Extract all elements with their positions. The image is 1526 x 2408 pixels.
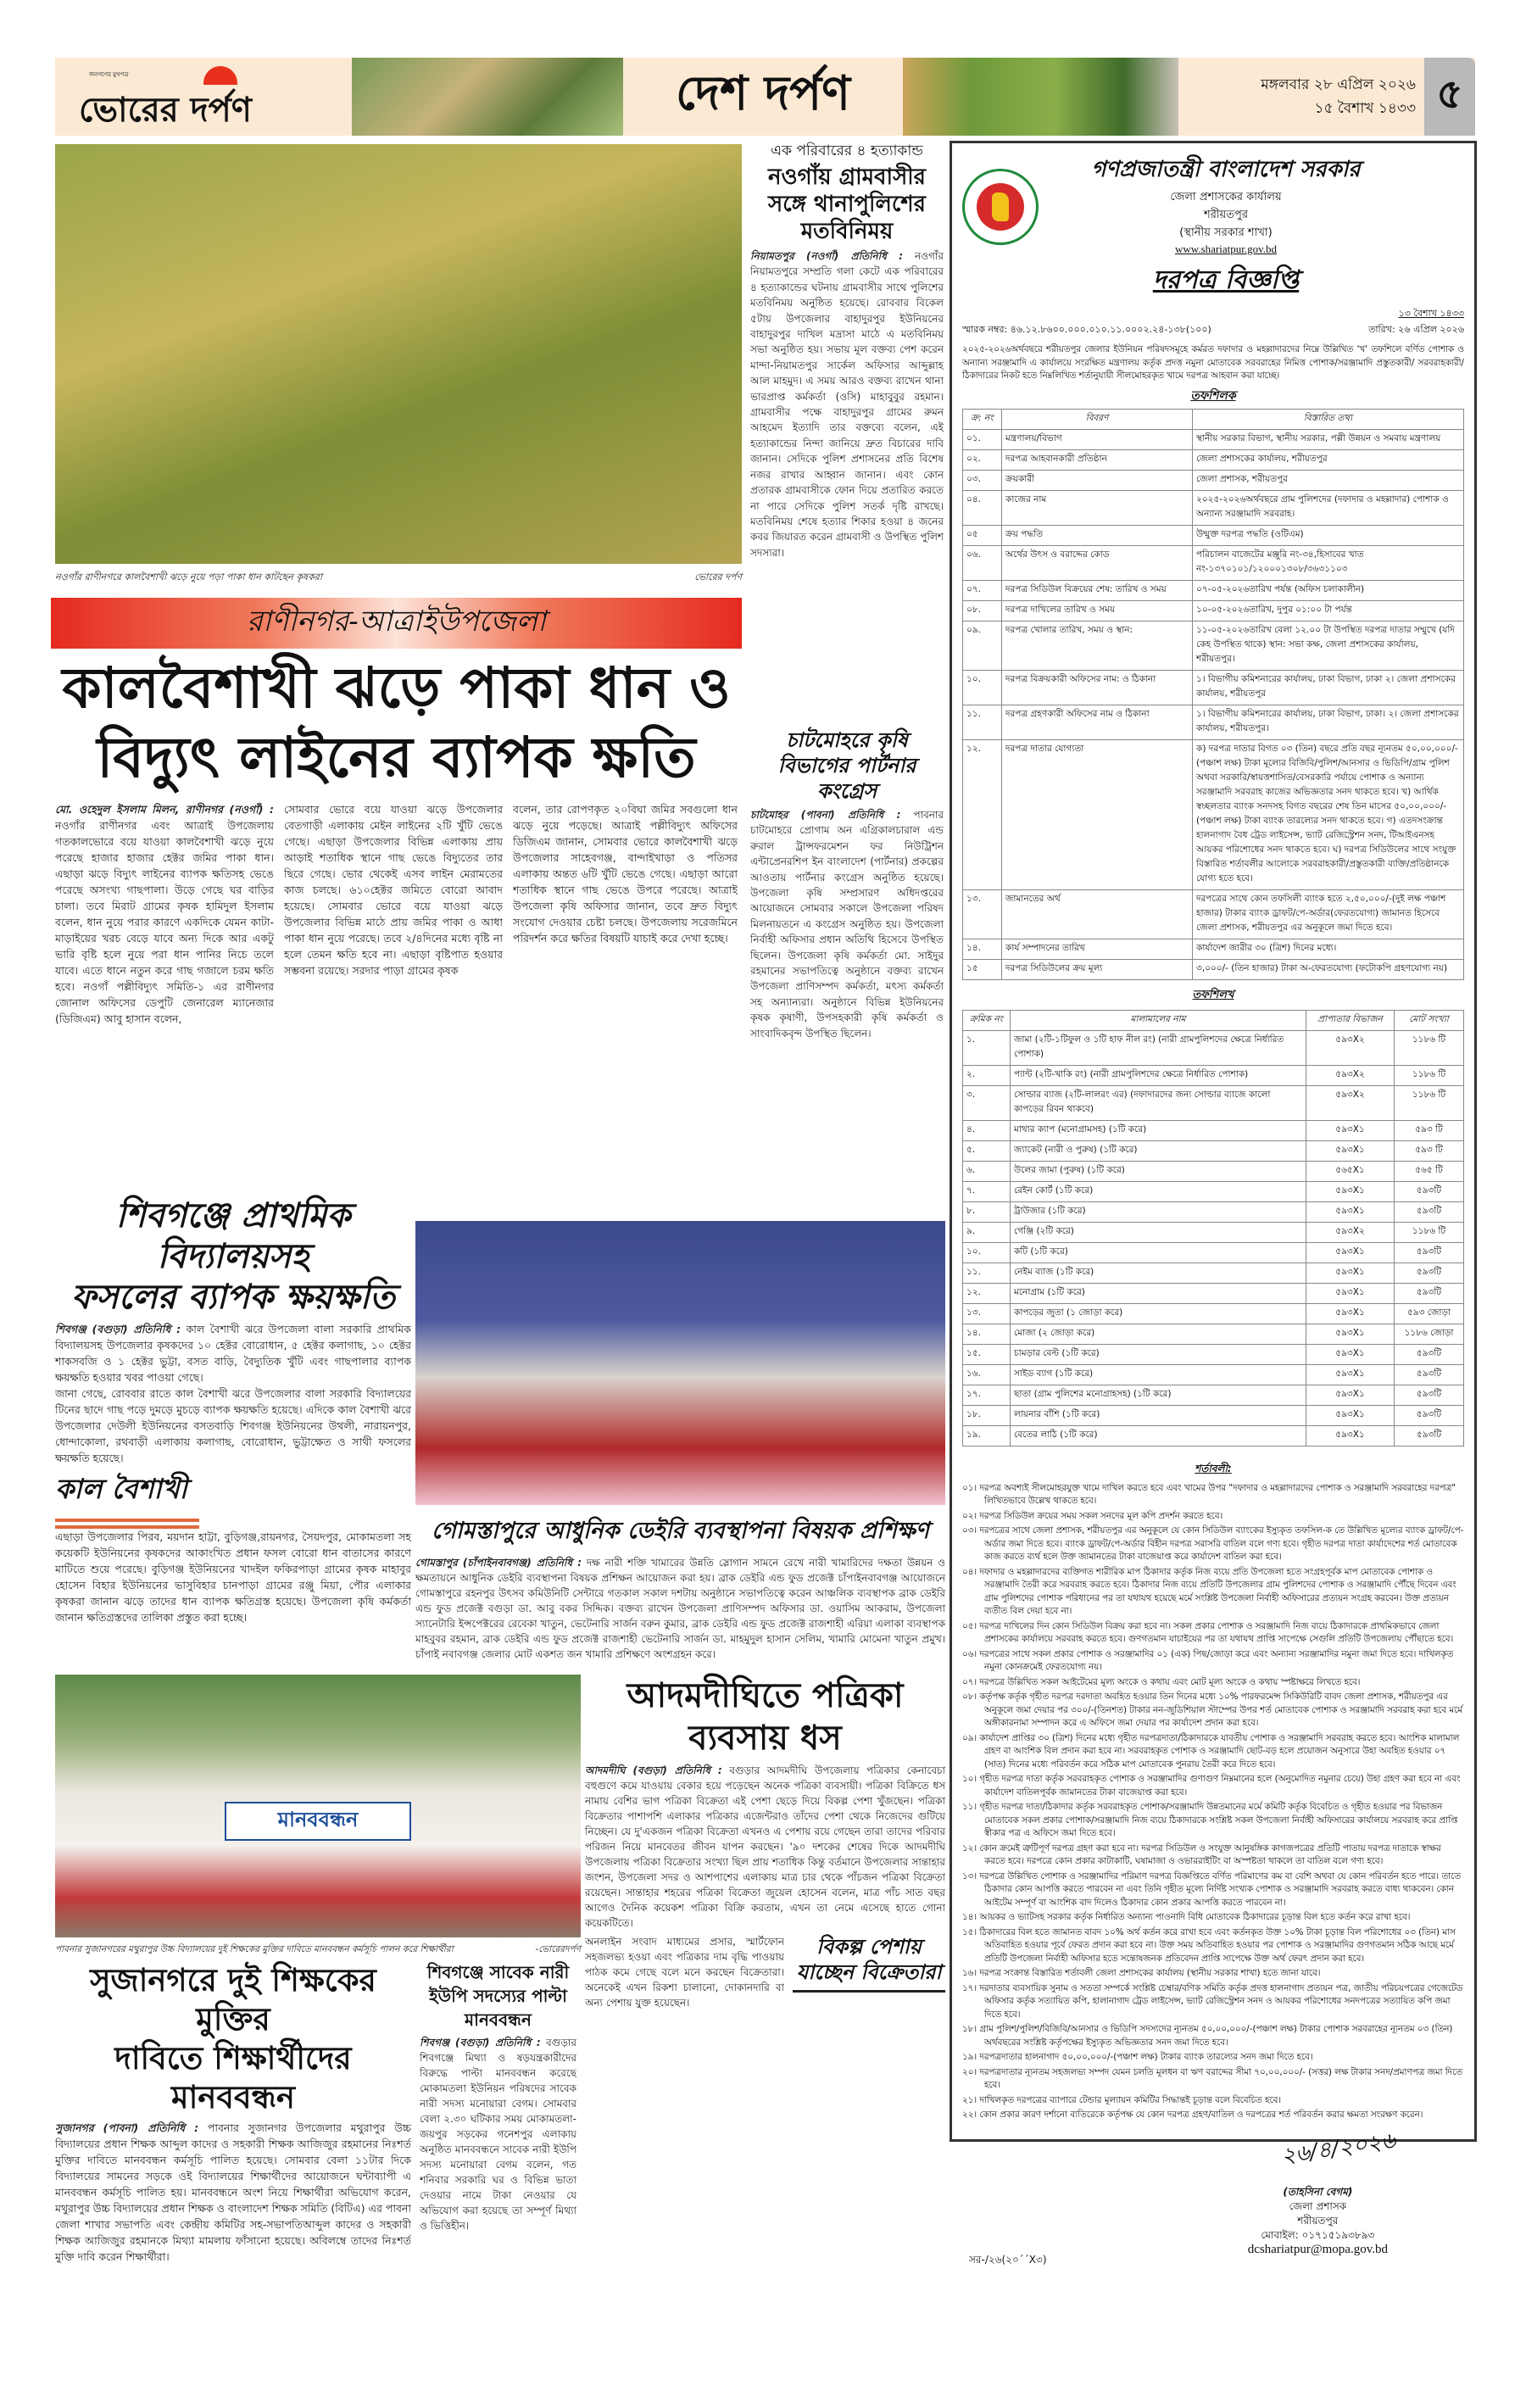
schedule-a-row xyxy=(963,490,1464,525)
row-item: জামা (২টি-১টিফুল ও ১টি হাফ নীল রং) (নারী গ্রামপুলিশদের ক্ষেত্রে নির্ধারিত পোশাক) xyxy=(1011,1030,1306,1065)
row-number: ৬. xyxy=(963,1161,1011,1181)
row-split: ৫৯৩X১ xyxy=(1306,1405,1395,1425)
row-detail: দরপত্রের সাথে কোন তফসিলী ব্যাংক হতে ২,৫০,০০০/-(দুই লক্ষ পঞ্চাশ হাজার) টাকার ব্যাংক ড্রাফট/পে-অর্ডার(ফেরতযোগ্য) জামানত হিসেবে জেলা প্রশাসক, শরীয়তপুর এর অনুকূলে জমা দিতে হবে। xyxy=(1193,889,1464,939)
row-number: ১৫ xyxy=(963,959,1002,979)
condition-item: ১৮। গ্রাম পুলিশ/পুলিশ/বিজিবি/আনসার ও ভিডিপি সদস্যদের ন্যূনতম ৫০,০০,০০০/-(পঞ্চাশ লক্ষ) টাকার পোশাক সরবরাহের ন্যূনতম ০৩ (তিন) অর্থবছরের সংশ্লিষ্ট কর্তৃপক্ষের ইস্যুকৃত অভিজ্ঞতার সনদ জমা দিতে হবে। xyxy=(962,2024,1453,2048)
sujanagar-headline-line2: দাবিতে শিক্ষার্থীদের মানববন্ধন xyxy=(114,2039,352,2115)
masthead-photo-strip-left xyxy=(352,58,623,136)
row-item: মনোগ্রাম (১টি করে) xyxy=(1011,1283,1306,1303)
row-detail: ০৭-০৫-২০২৬তারিখ পর্যন্ত (অফিস চলাকালীন) xyxy=(1193,580,1464,600)
condition-item: ০৬। দরপত্রের সাথে সকল প্রকার পোশাক ও সরঞ্জামাদির ০১ (এক) পিছ/জোড়া করে এবং অন্যান্য সরঞ্জামাদির নমুনা জমা দিতে হবে। দাখিলকৃত নমুনা কোনক্রমেই ফেরতযোগ্য নয়। xyxy=(962,1648,1454,1672)
signatory-email[interactable]: dcshariatpur@mopa.gov.bd xyxy=(1247,2242,1388,2256)
row-total: ৫৯৩টি xyxy=(1395,1364,1464,1385)
shibganj-byline: শিবগঞ্জ (বগুড়া) প্রতিনিধি : xyxy=(55,1323,181,1335)
row-number: ০৬. xyxy=(963,545,1002,580)
schedule-a-title: তফশিলক xyxy=(1190,388,1236,403)
conditions-title: শর্তাবলী: xyxy=(1195,1462,1232,1474)
row-item: দরপত্র সিডিউলের ক্রয় মূল্য xyxy=(1002,959,1193,979)
row-number: ৭. xyxy=(963,1181,1011,1201)
ad-code: সর-/২৬(২০´´X৩) xyxy=(969,2253,1047,2266)
memo-row xyxy=(962,306,1464,338)
signature-block xyxy=(962,2124,1464,2277)
row-split: ৫৯৩X১ xyxy=(1306,1283,1395,1303)
side-story-text: নওগাঁর নিয়ামতপুরে সম্প্রতি গলা কেটে এক পরিবারের ৪ হত্যাকান্ডের ঘটনায় গ্রামবাসীর সাথে পুলিশের মতবিনিময় অনুষ্ঠিত হয়েছে। রোববার বিকেল ৫টায় উপজেলার বাহাদুরপুর ইউনিয়নের বাহাদুরপুর দাখিল মদ্রাসা মাঠে এ মতবিনিময় সভা অনুষ্ঠিত হয়। সভায় মূল বক্তব্য পেশ করেন মান্দা-নিয়ামতপুর সার্কেল অফিসার আব্দুল্লাহ আল মাহমুদ। এ সময় আরও বক্তব্য রাখেন থানা ভারপ্রাপ্ত কর্মকর্তা (ওসি) মাহাবুবুর রহমান। গ্রামবাসীর পক্ষে বাহাদুরপুর গ্রামের রুমন আহমেদ ইত্যাদি তার বক্তব্যে বলেন, এই হত্যাকান্ডের নিন্দা জানিয়ে দ্রুত বিচারের দাবি জানান। সেদিকে পুলিশ প্রশাসনের প্রতি বিশেষ নজর রাখার আহ্বান জানান। এবং কোন প্রতারক গ্রামবাসীকে ফোন দিয়ে প্রতারিত করতে না পারে সেদিকে পুলিশ সতর্ক দৃষ্টি রাখছে। মতবিনিময় শেষে হত্যার শিকার হওয়া ৪ জনের কবর জিয়ারত করেন গ্রামবাসী ও উপস্থিত পুলিশ সদস্যরা। xyxy=(750,250,944,559)
condition-item: ০৭। দরপত্রে উল্লিখিত সকল আইটেমের মূল্য অংকে ও কথায় এবং মোট মূল্য অংকে ও কথায় স্পষ্টাক্ষরে লিখতে হবে। xyxy=(962,1676,1361,1687)
schedule-b-row xyxy=(963,1065,1464,1085)
condition-item: ১০। গৃহীত দরপত্র দাতা কর্তৃক সরবরাহকৃত পোশাক ও সরঞ্জামাদির গুণাগুণ নিম্নমানের হলে (অনুমোদিত নমুনার চেয়ে) উহা গ্রহণ করা হবে না এবং কার্যাদেশ বাতিলপূর্বক জামানতের টাকা বাজেয়াপ্ত করা হবে। xyxy=(962,1774,1461,1798)
conditions-list xyxy=(962,1482,1464,2122)
row-split: ৫৯৩X২ xyxy=(1306,1030,1395,1065)
row-split: ৫৯৩X১ xyxy=(1306,1201,1395,1222)
row-number: ০৭. xyxy=(963,580,1002,600)
row-item: সাইড ব্যাগ (১টি করে) xyxy=(1011,1364,1306,1385)
gov-title: গণপ্রজাতন্ত্রী বাংলাদেশ সরকার xyxy=(1091,157,1361,182)
district-name: শরীয়তপুর xyxy=(1204,209,1248,221)
schedule-b-row xyxy=(963,1201,1464,1222)
row-item: উলের জামা (পুরুষ) (১টি করে) xyxy=(1011,1161,1306,1181)
row-detail: পরিচালন বাজেটের মঞ্জুরি নং-৩৪,হিসাবের খাত নং-১৩৭০১০১/১২০০০১৩০৮/৩৬৩১১০৩ xyxy=(1193,545,1464,580)
row-number: ৯. xyxy=(963,1222,1011,1242)
partner-headline: চাটমোহরে কৃষি বিভাগের পার্টনার কংগ্রেস xyxy=(777,727,916,803)
condition-item: ১৭। দরদাতার ব্যবসায়িক সুনাম ও সততা সম্পর্কে সংশ্লিষ্ট চেম্বার/বণিক সমিতি কর্তৃক প্রদত্ত হালনাগাদ প্রত্যয়ন পত্র, জাতীয় পরিচয়পত্রের গেজেটেড অফিসার কর্তৃক সত্যায়িত কপি, হালানাগাদ ট্রেড লাইসেন্স, ভ্যাট রেজিস্ট্রেশন সনদ ও আয়কর পরিশোধের সনদপত্রের সত্যায়িত কপি জমা দিতে হবে। xyxy=(962,1982,1463,2020)
row-split: ৫৯৩X২ xyxy=(1306,1222,1395,1242)
schedule-a-row xyxy=(963,670,1464,705)
condition-item: ০২। দরপত্র সিডিউল ক্রয়ের সময় সকল সনদের মূল কপি প্রদর্শন করতে হবে। xyxy=(962,1510,1223,1521)
schedule-a-row xyxy=(963,959,1464,979)
row-total: ১১৮৬ টি xyxy=(1395,1085,1464,1120)
row-number: ১৯. xyxy=(963,1425,1011,1446)
notice-title: দরপত্র বিজ্ঞপ্তি xyxy=(1152,265,1300,295)
date-gregorian: মঙ্গলবার ২৮ এপ্রিল ২০২৬ xyxy=(1261,76,1416,93)
schedule-a-row xyxy=(963,580,1464,600)
schedule-b-row xyxy=(963,1030,1464,1065)
row-total: ৫৯৩টি xyxy=(1395,1425,1464,1446)
pullquote xyxy=(55,1468,199,1529)
sujanagar-text: পাবনার সুজানগর উপজেলার মথুরাপুর উচ্চ বিদ্যালয়ের প্রধান শিক্ষক আব্দুল কাদের ও সহকারী শিক্ষক আজিজুর রহমানের নিঃশর্ত মুক্তির দাবিতে মানববন্ধন কর্মসূচি পালিত হয়েছে। সোমবার বেলা ১১টার দিকে বিদ্যালয়ের সামনের সড়কে ওই বিদ্যালয়ের শিক্ষার্থীদের আয়োজনে ঘন্টাব্যাপী এ মানববন্ধন কর্মসূচি পালিত হয়। মানববন্ধনে অংশ নিয়ে শিক্ষার্থীরা অভিযোগ করেন, মথুরাপুর উচ্চ বিদ্যালয়ের প্রধান শিক্ষক ও বাংলাদেশ শিক্ষক সমিতি (বিটিএ) এর পাবনা জেলা শাখার সভাপতি এবং কেন্দ্রীয় কমিটির সহ-সভাপতিআব্দুল কাদের ও সহকারী শিক্ষক আজিজুর রহমানকে মিথ্যা মামলায় ফাঁসানো হয়েছে। অবিলম্বে তাদের নিঃশর্ত মুক্তি দাবি করেন শিক্ষার্থীরা। xyxy=(55,2121,411,2263)
row-number: ৮. xyxy=(963,1201,1011,1222)
row-item: কাপড়ের জুতা (১ জোড়া করে) xyxy=(1011,1303,1306,1324)
schedule-a-row xyxy=(963,889,1464,939)
masthead xyxy=(55,58,1475,136)
row-number: ১৩. xyxy=(963,889,1002,939)
shibganj-body1 xyxy=(55,1321,411,1385)
row-split: ৫৯৩X১ xyxy=(1306,1120,1395,1140)
condition-item: ১৫। ঠিকাদারের বিল হতে জামানত বাবদ ১০% অর্থ কর্তন করে রাখা হবে এবং কর্তনকৃত উক্ত ১০% টাকা চূড়ান্ত বিল পরিশোধের ০৩ (তিন) মাস অতিবাহিত হওয়ার পূর্বে ফেরত প্রদান করা হবে না। উক্ত সময় অতিবাহিত হওয়ার পর পোশাক ও সরঞ্জামাদির গুণগতমান সঠিক আছে মর্মে প্রতিটি উপজেলা নির্বাহী অফিসার হতে সন্তোষজনক প্রতিবেদন প্রাপ্তি সাপেক্ষে উক্ত অর্থ ফেরৎ প্রদান করা হবে। xyxy=(962,1926,1456,1964)
schedule-a-row xyxy=(963,545,1464,580)
schedule-b-title: তফশিলখ xyxy=(1192,988,1234,1001)
adamdighi-headline xyxy=(585,1675,945,1759)
row-split: ৫৯৩X১ xyxy=(1306,1181,1395,1201)
row-total: ১১৮৬ টি xyxy=(1395,1065,1464,1085)
dairy-text: দক্ষ নারী শক্তি খামারের উন্নতি স্লোগান সামনে রেখে নারী খামারিদের দক্ষতা উন্নয়ন ও ক্ষমতায়নে আধুনিক ডেইরি ব্যবস্থাপনা বিষয়ক প্রশিক্ষন আয়োজন করা হয়। ব্রাক ডেইরি এন্ড ফুড প্রজেক্ট চাঁপাইনবাবগঞ্জ আয়োজনে গোমস্তাপুরে রহনপুর উৎসব কমিউনিটি সেন্টারে গতকাল সকাল দশটায় অনুষ্ঠানে সভাপতিত্বে করেন আঞ্চলিক ব্যবস্থাপক ব্রাক ডেইরি এন্ড ফুড প্রজেক্ট বগুড়া ডা. আবু বকর সিদ্দিক। বক্তব্য রাখেন উপজেলা প্রাণিসম্পদ অফিসার ডা. ওয়াসিম আকরাম, উপজেলা স্যানেটারি ইন্সপেক্টরের রেবেকা খাতুন, ভেটেনারি সার্জন বরুন কুমার, ব্রাক ডেইরি এন্ড ফুড প্রজেক্ট রাজশাহী এরিয়া এলাকা ব্যবস্থাপক মাহবুবর রহমান, ব্রাক ডেইরি এন্ড ফুড প্রজেক্ট রাজশাহী ভেটেনারি সার্জন ডা. মাহমুদুল হাসান সেলিম, খামারি মোমেনা খাতুন প্রমুখ। চাঁপাই নবাবগঞ্জ জেলার মোট একশত জন খামারি প্রশিক্ষণে অংশগ্রহন করে। xyxy=(415,1557,945,1660)
side-story-murder xyxy=(750,140,944,647)
row-item: দরপত্র দাখিলের তারিখ ও সময় xyxy=(1002,600,1193,621)
row-total: ৫৯৩ টি xyxy=(1395,1140,1464,1161)
adamdighi-body2: অনলাইন সংবাদ মাধ্যমের প্রসার, স্মার্টফোন সহজলভ্য হওয়া এবং পত্রিকার দাম বৃদ্ধি পাওয়ায় পাঠক কমে গেছে বলে মনে করছেন বিক্রেতারা। অনেকেই এখন রিকশা চালানো, দোকানদারি বা অন্য পেশায় যুক্ত হয়েছেন। xyxy=(585,1936,784,2009)
shibganj-up-headline: শিবগঞ্জে সাবেক নারী ইউপি সদস্যের পাল্টা মানববন্ধন xyxy=(426,1962,570,2030)
row-total: ১১৮৬ টি xyxy=(1395,1222,1464,1242)
adamdighi-subhead: বিকল্প পেশায় যাচ্ছেন বিক্রেতারা xyxy=(796,1934,942,1984)
schedule-b-table xyxy=(962,1010,1464,1446)
row-item: সোল্ডার ব্যাজ (২টি-লালরং এর) (দফাদারদের জন্য সোল্ডার ব্যাজে কালো কাপড়ের রিবন থাকবে) xyxy=(1011,1085,1306,1120)
shibganj-crop-damage-story xyxy=(55,1196,411,1715)
row-item: ট্রাউজার (১টি করে) xyxy=(1011,1201,1306,1222)
notice-date: তারিখ: ২৬ এপ্রিল ২০২৬ xyxy=(1368,324,1464,335)
row-item: কাজের নাম xyxy=(1002,490,1193,525)
col-header: মোট সংখ্যা xyxy=(1395,1010,1464,1030)
lead-body-col1 xyxy=(55,801,274,1081)
row-number: ১১. xyxy=(963,1263,1011,1283)
side-story-headline: নওগাঁয় গ্রামবাসীর সঙ্গে থানাপুলিশের মতবিনিময় xyxy=(768,164,926,244)
row-total: ১১৮৬ টি xyxy=(1395,1030,1464,1065)
schedule-b-row xyxy=(963,1385,1464,1405)
schedule-a-row xyxy=(963,739,1464,889)
row-split: ৫৯৩X১ xyxy=(1306,1263,1395,1283)
row-detail: ১১-০৫-২০২৬তারিখ বেলা ১২.০০ টা উপস্থিত দরপত্র দাতার সম্মুখে (যদি কেহ উপস্থিত থাকে) স্থান: সভা কক্ষ, জেলা প্রশাসকের কার্যালয়, শরীয়তপুর। xyxy=(1193,621,1464,670)
row-item: মোজা (২ জোড়া করে) xyxy=(1011,1324,1306,1344)
adamdighi-byline: আদমদীঘি (বগুড়া) প্রতিনিধি : xyxy=(585,1764,722,1776)
website-link[interactable]: www.shariatpur.gov.bd xyxy=(1175,242,1277,255)
row-split: ৫৯৩X১ xyxy=(1306,1242,1395,1263)
shibganj-headline-line1: শিবগঞ্জে প্রাথমিক বিদ্যালয়সহ xyxy=(115,1196,351,1276)
row-split: ৫৯৩X১ xyxy=(1306,1425,1395,1446)
lead-body-col2: সোমবার ভোরে বয়ে যাওয়া ঝড়ে উপজেলার বেতগাড়ী এলাকায় মেইন লাইনের ২টি খুঁটি ভেঙে গেছে। এছাড়া উপজেলার বিভিন্ন এলাকায় প্রায় আড়াই শতাধিক স্থানে গাছ ভেঙে বিদ্যুতের তার ছিরে গেছে। ভোর থেকেই এসব লাইন মেরামতের কাজ চলছে। ৬১০হেক্টর জমিতে বোরো আবাদ হয়েছে। সোমবার ভোরে বয়ে যাওয়া ঝড়ে উপজেলার বিভিন্ন মাঠে প্রায় জমির পাকা ও আধা পাকা ধান নুয়ে পরেছে। তবে ২/৪দিনের মধ্যে বৃষ্টি না হলে তেমন ক্ষতি হবে না। এছাড়া বৃষ্টিপাত হওয়ার সম্ভবনা রয়েছে। সরদার পাড়া গ্রামের কৃষক xyxy=(284,803,503,977)
condition-item: ০৩। দরপত্রের সাথে জেলা প্রশাসক, শরীয়তপুর এর অনুকূলে যে কোন সিডিউল ব্যাংকের ইস্যুকৃত তফসিল-ক তে উল্লিখিত মূল্যের ব্যাংক ড্রাফট/পে-অর্ডার জমা দিতে হবে। ব্যাংক ড্রাফট/পে-অর্ডার বিহীন দরপত্র সরাসরি বাতিল বলে গণ্য হবে। গৃহীত দরপত্র দাতা কার্যাদেশের শর্ত মোতাবেক কাজ করতে ব্যর্থ হলে উক্ত জামানতের টাকা বাজেয়াপ্ত করে কার্যাদেশ বাতিল করা হবে। xyxy=(962,1525,1464,1562)
schedule-b-row xyxy=(963,1324,1464,1344)
col-header: মালামালের নাম xyxy=(1011,1010,1306,1030)
condition-item: ০৮। কর্তৃপক্ষ কর্তৃক গৃহীত দরপত্র দরদাতা অবহিত হওয়ার তিন দিনের মধ্যে ১০% পারফরমেন্স সিকিউরিটি বাবদ জেলা প্রশাসক, শরীয়তপুর এর অনুকূলে জমা দেয়ার পর ৩০০/-(তিনশত) টাকার নন-জুডিশিয়াল স্টাম্পের উপর শর্ত মোতাবেক পোশাক ও সরঞ্জামাদি সরবরাহ করা হবে মর্মে অঙ্গীকারনামা সম্পাদন করে এ অফিসে জমা দেয়ার পর কার্যাদেশ প্রদান করা হবে। xyxy=(962,1692,1462,1728)
row-detail: স্থানীয় সরকার বিভাগ, স্থানীয় সরকার, পল্লী উন্নয়ন ও সমবায় মন্ত্রণালয় xyxy=(1193,429,1464,449)
row-item: দরপত্র খোলার তারিখ, সময় ও স্থান: xyxy=(1002,621,1193,670)
row-number: ১২. xyxy=(963,1283,1011,1303)
dairy-training-story xyxy=(415,1513,945,1662)
row-number: ০৫ xyxy=(963,525,1002,545)
row-item: অর্থের উৎস ও বরাদ্দের কোড xyxy=(1002,545,1193,580)
row-item: লায়নার বাঁশি (১টি করে) xyxy=(1011,1405,1306,1425)
row-item: গেঞ্জি (২টি করে) xyxy=(1011,1222,1306,1242)
row-detail: ক) দরপত্র দাতার বিগত ০৩ (তিন) বছরে প্রতি বছর ন্যূনতম ৫০,০০,০০০/-(পঞ্চাশ লক্ষ) টাকা মূল্যের বিজিবি/পুলিশ/আনসার ও ভিডিপি/গ্রাম পুলিশ অথবা সরকারি/স্বায়ত্তশাসিত/বেসরকারি পর্যায়ে পোশাক ও অন্যান্য সরঞ্জামাদি সরবরাহ কাজের অভিজ্ঞতার সনদ থাকতে হবে। খ) আর্থিক স্বচ্ছলতার ব্যাংক সনদসহ বিগত বছরের শেষ তিন মাসের ৫০,০০,০০০/-(পঞ্চাশ লক্ষ) টাকা ব্যাংক তারল্যের সনদ থাকতে হবে। গ) এতদসংক্রান্ত হালনাগাদ বৈধ ট্রেড লাইসেন্স, ভ্যাট রেজিস্ট্রেশন সনদ, টিআইএনসহ আয়কর পরিশোধের সনদ থাকতে হবে। ঘ) দরপত্র সিডিউলের সাথে সংযুক্ত বিস্তারিত শর্তাবলীর আলোকে সরবরাহকারী/প্রস্তুতকারী ব্যক্তি/প্রতিষ্ঠানকে যোগ্য হতে হবে। xyxy=(1193,739,1464,889)
signatory-name: (তাহসিনা বেগম) xyxy=(1283,2185,1353,2198)
schedule-b-row xyxy=(963,1425,1464,1446)
row-split: ৫৯৩X২ xyxy=(1306,1065,1395,1085)
shibganj-body3: এছাড়া উপজেলার পিরব, ময়দান হাট্টা, বুড়িগঞ্জ,রায়নগর, সৈয়দপুর, মোকামতলা সহ কয়েকটি ইউনিয়নের কৃষকদের আকাংখিত প্রধান ফসল বোরো ধান বাতাসের কারণে মাটিতে শুয়ে পরেছে। বুড়িগঞ্জ ইউনিয়নের খাদইল ফকিরপাড়া গ্রামের কৃষক মাহাবুর হোসেন বিহার ইউনিয়নের ভাসুবিহার চানপাড়া গ্রামের রঞ্জু মিয়া, পৌর এলাকার কৃষকরা জানান ঝড়ে তাদের ধান ব্যাপক ক্ষতিগ্রস্ত হয়েছে। উপজেলা কৃষি কর্মকর্তা জানান ক্ষতিগ্রস্তদের তালিকা প্রস্তুত করা হচ্ছে। xyxy=(55,1530,411,1624)
condition-item: ২০। দরপত্রদাতার ন্যূনতম সহজলভ্য সম্পদ যেমন চলতি মূলধন বা ঋণ বরাদ্দের সীমা ৭০,০০,০০০/- (সত্তর) লক্ষ টাকার সনদ/প্রমাণপত্র জমা দিতে হবে। xyxy=(962,2066,1462,2090)
human-chain-photo xyxy=(55,1675,581,1937)
schedule-a-row xyxy=(963,939,1464,959)
row-number: ০৩. xyxy=(963,470,1002,490)
schedule-a-row xyxy=(963,429,1464,449)
row-total: ৫৯৩ টি xyxy=(1395,1120,1464,1140)
schedule-a-row xyxy=(963,525,1464,545)
condition-item: ১৪। আয়কর ও ভ্যাটসহ সরকার কর্তৃক নির্ধারিত অন্যান্য পাওনাদি বিধি মোতাবেক ঠিকাদারের চূড়ান্ত বিল হতে কর্তন করে রাখা হবে। xyxy=(962,1912,1411,1922)
row-split: ৫৯৩X১ xyxy=(1306,1140,1395,1161)
dairy-headline: গোমস্তাপুরে আধুনিক ডেইরি ব্যবস্থাপনা বিষয়ক প্রশিক্ষণ xyxy=(432,1518,929,1544)
row-total: ৫৯৩টি xyxy=(1395,1242,1464,1263)
row-split: ৫৯৩X১ xyxy=(1306,1385,1395,1405)
schedule-a-row xyxy=(963,600,1464,621)
row-item: মাথার ক্যাপ (মনোগ্রামসহ) (১টি করে) xyxy=(1011,1120,1306,1140)
side-story-partner-congress xyxy=(750,727,944,1146)
row-split: ৫৯৩X১ xyxy=(1306,1324,1395,1344)
lead-photo-caption: নওগাঁর রাণীনগরে কালবৈশাখী ঝড়ে নুয়ে পড়া পাকা ধান কাটছেন কৃষকরা xyxy=(55,571,323,582)
notice-header xyxy=(962,152,1464,303)
row-number: ১৫. xyxy=(963,1344,1011,1364)
row-split: ৫৯৩X১ xyxy=(1306,1364,1395,1385)
condition-item: ১৯। দরপত্রদাতার হালনাগাদ ৫০,০০,০০০/-(পঞ্চাশ লক্ষ) টাকার ব্যাংক তারল্যের সনদ জমা দিতে হবে। xyxy=(962,2052,1313,2062)
shibganj-text1: কাল বৈশাখী ঝরে উপজেলা বালা সরকারি প্রাথমিক বিদ্যালয়সহ উপজেলার কৃষকদের ১০ হেক্টর বোরোধান, ৫ হেক্টর কলাগাছ, ১০ হেক্টর শাকসবজি ও ১ হেক্টর ভুট্টা, বসত বাড়ি, বৈদ্যুতিক খুঁটি এবং গাছপালার ব্যাপক ক্ষয়ক্ষতি হওয়ার খবর পাওয়া গেছে। xyxy=(55,1323,411,1384)
condition-item: ১১। গৃহীত দরপত্র দাতা/ঠিকাদার কর্তৃক সরবরাহকৃত পোশাক/সরঞ্জামাদি উন্নতমানের মর্মে কমিটি কর্তৃক বিবেচিত ও গৃহীত হওয়ার পর বিভাজন মোতাবেক সকল প্রকার পোশাক/সরঞ্জামাদি নিজ ব্যয়ে ঠিকাদারকে সংশ্লিষ্ট সকল উপজেলা নির্বাহী অফিসারের কার্যালয়ে সরবরাহ করে প্রাপ্তি স্বীকার পত্র এ অফিসে জমা দিতে হবে। xyxy=(962,1802,1458,1838)
page-number: ৫ xyxy=(1424,58,1475,136)
row-total: ৫৯৩টি xyxy=(1395,1405,1464,1425)
lead-headline xyxy=(51,653,742,792)
condition-item: ০৫। দরপত্র দাখিলের দিন কোন সিডিউল বিক্রয় করা হবে না। সকল প্রকার পোশাক ও সরঞ্জামাদি নিজ ব্যয়ে ঠিকাদারকে প্রাথমিকভাবে জেলা প্রশাসকের কার্যালয়ে সরবরাহ করতে হবে। গুণগতমান যাচাইয়ের পর তা যথাযথ প্রাপ্তি সাপেক্ষে সেগুলি প্রতিটি উপজেলায় পৌঁছাতে হবে। xyxy=(962,1620,1454,1644)
schedule-b-row xyxy=(963,1181,1464,1201)
location-banner: রাণীনগর-আত্রাইউপজেলা xyxy=(51,598,742,649)
date-bangla: ১৩ বৈশাখ ১৪৩৩ xyxy=(1398,308,1464,319)
adamdighi-subhead-box xyxy=(793,1934,945,2239)
row-number: ১৬. xyxy=(963,1364,1011,1385)
branch-name: (স্থানীয় সরকার শাখা) xyxy=(1179,226,1273,239)
paper-name: ভোরের দর্পণ xyxy=(79,90,252,130)
row-detail: উন্মুক্ত দরপত্র পদ্ধতি (ওটিএম) xyxy=(1193,525,1464,545)
adamdighi-text: বগুড়ার আদমদীঘি উপজেলায় পত্রিকার কেনাবেচা বহুগুণে কমে যাওয়ায় বেকার হয়ে পড়েছেন অনেক পত্রিকা ব্যবসায়ী। পত্রিকা বিক্রিতে ধস নামায় বেশির ভাগ পত্রিকা বিক্রেতা এই পেশা ছেড়ে দিয়ে বিকল্প পেশা খুঁজছেন। পত্রিকা বিক্রেতার পাশাপশি এলাকার পত্রিকার এজেন্টরাও তাঁদের পেশা থেকে নিজেদের গুটিয়ে নিচ্ছেন। যে দু'একজন পত্রিকা বিক্রেতা এখনও এ পেশায় রয়ে গেছেন তারা তাদের পরিবার পরিজন নিয়ে মানবেতর জীবন যাপন করছেন। '৯০ দশকের শেষের দিকে আদমদীঘি উপজেলায় পত্রিকা বিক্রেতার সংখ্যা ছিল প্রায় শতাধিক কিন্তু বর্তমানে উপজেলার সান্তাহার জংশন, উপজেলা সদর ও আশপাশের এলাকায় মাত্র চার থেকে পাঁচজন পত্রিকা বিক্রেতা রয়েছেন। সান্তাহার শহরের পত্রিকা বিক্রেতা জুয়েল হোসেন বলেন, মাত্র পাঁচ সাত বছর আগেও দৈনিক কয়েকশ পত্রিকা বিক্রি করতাম, এখন তা নেমে এসেছে হাতে গোনা কয়েকটিতে। xyxy=(585,1764,945,1929)
partner-byline: চাটমোহর (পাবনা) প্রতিনিধি : xyxy=(750,809,901,821)
sujanagar-headline xyxy=(55,1960,411,2116)
condition-item: ১২। কোন ক্রমেই ত্রুটিপূর্ণ দরপত্র গ্রহণ করা হবে না। দরপত্র সিডিউল ও সংযুক্ত আনুষঙ্গিক কাগজপত্রের প্রতিটি পাতায় দরপত্র দাতাকে স্বাক্ষর করতে হবে। দরপত্রে কোন প্রকার কাটাকাটি, ঘষামাজা ও ওভাররাইটিং বা অস্পষ্টতা থাকলে তা বাতিল বলে গণ্য হবে। xyxy=(962,1842,1441,1866)
notice-intro: ২০২৫-২০২৬অর্থবছরে শরীয়তপুর জেলার ইউনিয়ন পরিষদসমূহে কর্মরত দফাদার ও মহল্লাদারদের নিম্নে উল্লিখিত 'খ' তফশিলে বর্ণিত পোশাক ও অন্যান্য সরঞ্জামাদি এ কার্যালয়ে সংরক্ষিত মন্ত্রণালয় কর্তৃক প্রদত্ত নমুনা মোতাবেক সরবরাহের নিমিত্ত পোশাক/সরঞ্জামাদি প্রস্তুতকারী/ সরবরাহকারী/ ঠিকাদারের নিকট হতে নিম্নলিখিত শর্তানুযায়ী সীলমোহরকৃত খামে দরপত্র আহবান করা যাচ্ছে। xyxy=(962,344,1464,381)
shibganj-up-member-story xyxy=(420,1960,576,2357)
row-number: ১. xyxy=(963,1030,1011,1065)
col-header: ক্রমিক নং xyxy=(963,1010,1011,1030)
condition-item: ০৯। কার্যাদেশ প্রাপ্তির ৩০ (ত্রিশ) দিনের মধ্যে গৃহীত দরপত্রদাতা/ঠিকাদারকে যাবতীয় পোশাক ও সরঞ্জামাদি সরবরাহ করতে হবে। আংশিক মালামাল গ্রহণ বা আংশিক বিল প্রদান করা হবে না। সরবরাহকৃত পোশাক ও সরঞ্জামাদি ছোট-বড় হলে প্রয়োজন অনুসারে উহা অবহিত হওয়ার ০৭ (সাত) দিনের মধ্যে পরিবর্তন করে সঠিক মাপ মোতাবেক পুনরায় তৈরী করে দিতে হবে। xyxy=(962,1732,1460,1770)
row-detail: ৩,০০০/- (তিন হাজার) টাকা অ-ফেরতযোগ্য (ফটোকপি গ্রহণযোগ্য নয়) xyxy=(1193,959,1464,979)
row-detail: ১০-০৫-২০২৬তারিখ, দুপুর ০১:০০ টা পর্যন্ত xyxy=(1193,600,1464,621)
dairy-training-photo xyxy=(415,1221,945,1505)
date-bangla: ১৫ বৈশাখ ১৪৩৩ xyxy=(1314,100,1416,117)
sujanagar-byline: সুজানগর (পাবনা) প্রতিনিধি : xyxy=(55,2121,199,2134)
schedule-b-row xyxy=(963,1085,1464,1120)
partner-body xyxy=(750,807,944,1146)
col-header: বিবরণ xyxy=(1002,409,1193,429)
row-item: দরপত্র গ্রহণকারী অফিসের নাম ও ঠিকানা xyxy=(1002,705,1193,739)
side-story-body xyxy=(750,248,944,647)
schedule-b-row xyxy=(963,1242,1464,1263)
condition-item: ০১। দরপত্র অবশ্যই সীলমোহরযুক্ত খামে দাখিল করতে হবে এবং খামের উপর "দফাদার ও মহল্লাদারদের পোশাক ও সরঞ্জামাদি সরবরাহের দরপত্র" লিখিতভাবে উল্লেখ থাকতে হবে। xyxy=(962,1482,1456,1506)
col-header: বিস্তারিত তথ্য xyxy=(1193,409,1464,429)
row-number: ১৪. xyxy=(963,1324,1011,1344)
row-total: ৫৯৩টি xyxy=(1395,1263,1464,1283)
row-total: ৫৯৩টি xyxy=(1395,1201,1464,1222)
adamdighi-headline-line1: আদমদীঘিতে পত্রিকা xyxy=(627,1675,904,1715)
shibganj-up-text: বগুড়ার শিবগঞ্জে মিথ্যা ও ষড়যন্ত্রকারীদের বিরুদ্ধে পাল্টা মানববন্ধন করেছে মোকামতলা ইউনিয়ন পরিষদের সাবেক নারী সদস্য মনোয়ারা বেগম। সোমবার বেলা ২.৩০ ঘটিকার সময় মোকামতলা-জয়পুর সড়কের গনেশপুর এলাকায় অনুষ্ঠিত মানববন্ধনে সাবেক নারী ইউপি সদস্য মনোয়ারা বেগম বলেন, গত শনিবার সরকারি ঘর ও বিভিন্ন ভাতা দেওয়ার নামে টাকা নেওয়ার যে অভিযোগ করা হয়েছে তা সম্পূর্ণ মিথ্যা ও ভিত্তিহীন। xyxy=(420,2037,576,2232)
row-item: প্যান্ট (২টি-খাকি রং) (নারী গ্রামপুলিশদের ক্ষেত্রে নির্ধারিত পোশাক) xyxy=(1011,1065,1306,1085)
schedule-a-row xyxy=(963,449,1464,470)
signatory-district: শরীয়তপুর xyxy=(1297,2214,1339,2227)
row-item: ছাতা (গ্রাম পুলিশের মনোগ্রাহসহ) (১টি করে) xyxy=(1011,1385,1306,1405)
row-item: রেইন কোর্ট (১টি করে) xyxy=(1011,1181,1306,1201)
tender-notice xyxy=(950,141,1477,2266)
signature-scribble: ২৬/৪/২০২৬ xyxy=(1279,2127,1398,2169)
paper-logo xyxy=(55,58,352,136)
lead-headline-line2: বিদ্যুৎ লাইনের ব্যাপক ক্ষতি xyxy=(97,724,696,790)
row-total: ৫৯৩টি xyxy=(1395,1385,1464,1405)
row-item: নেইম ব্যাজ (১টি করে) xyxy=(1011,1263,1306,1283)
condition-item: ০৪। দফাদার ও মহল্লাদারদের ব্যক্তিগত শারীরিক মাপ ঠিকাদার কর্তৃক নিজ ব্যয়ে প্রতি উপজেলা হতে সংগ্রহপূর্বক মাপ মোতাবেক পোশাক ও সরঞ্জামাদি তৈরী করে সরবরাহ করতে হবে। ঠিকাদার নিজ ব্যয়ে প্রতিটি উপজেলার গ্রাম পুলিশদের পোশাক ও সরঞ্জামাদি পৌঁছে দিবেন এবং গ্রাম পুলিশদের পোশাক পরিধানের পর তা যথাযথ হয়েছে মর্মে সংশ্লিষ্ট উপজেলা নির্বাহী অফিসারের প্রত্যয়ন সংগ্রহ করবেন। উক্ত প্রত্যয়ন ব্যতীত বিল দেয়া হবে না। xyxy=(962,1566,1456,1616)
schedule-b-row xyxy=(963,1140,1464,1161)
row-number: ১০. xyxy=(963,670,1002,705)
row-item: মন্ত্রণালয়/বিভাগ xyxy=(1002,429,1193,449)
lead-photo-credit: ভোরের দর্পণ xyxy=(694,571,742,582)
dairy-byline: গোমস্তাপুর (চাঁপাইনবাবগঞ্জ) প্রতিনিধি : xyxy=(415,1557,582,1569)
memo-number: স্মারক নম্বর: ৪৬.১২.৮৬০০.০০০.০১০.১১.০০০২.২৪-১৩৮(১০০) xyxy=(962,324,1211,335)
adamdighi-newspaper-story xyxy=(585,1675,945,2239)
row-number: ১৮. xyxy=(963,1405,1011,1425)
row-detail: ১। বিভাগীয় কমিশনারের কার্যালয়, ঢাকা বিভাগ, ঢাকা। ২। জেলা প্রশাসকের কার্যালয়, শরীয়তপুর। xyxy=(1193,705,1464,739)
row-number: ১২. xyxy=(963,739,1002,889)
section-title: দেশ দর্পণ xyxy=(675,65,851,121)
row-split: ৫৯৩X২ xyxy=(1306,1085,1395,1120)
row-item: চামড়ার বেল্ট (১টি করে) xyxy=(1011,1344,1306,1364)
signatory-mobile: মোবাইল: ০১৭১৫১৯৩৮৯৩ xyxy=(1261,2228,1375,2241)
schedule-a-row xyxy=(963,705,1464,739)
lead-headline-line1: কালবৈশাখী ঝড়ে পাকা ধান ও xyxy=(62,655,731,721)
row-detail: কার্যাদেশ জারীর ৩০ (ত্রিশ) দিনের মধ্যে। xyxy=(1193,939,1464,959)
row-split: ৫৯৩X১ xyxy=(1306,1344,1395,1364)
partner-text: পাবনার চাটমোহরে প্রোগাম অন এগ্রিকালচারাল এন্ড রুরাল ট্রান্সফরমেশন ফর নিউট্রিশন এন্টাপ্রেনরশিপ ইন বাংলাদেশ (পার্টনার) প্রকল্পের আওতায় পার্টনার কংগ্রেস অনুষ্ঠিত হয়েছে। উপজেলা কৃষি সম্প্রসারণ অধিদপ্তরের আয়োজনে সোমবার সকালে উপজেলা পরিষদ মিলনায়তনে এ কংগ্রেস অনুষ্ঠিত হয়। উপজেলা নির্বাহী অফিসার প্রধান অতিথি হিসেবে উপস্থিত ছিলেন। উপজেলা কৃষি কর্মকর্তা মো. সাইদুর রহমানের সভাপতিত্বে অনুষ্ঠানে বক্তব্য রাখেন উপজেলা প্রাণিসম্পদ কর্মকর্তা, মৎস্য কর্মকর্তা সহ অন্যান্যরা। অনুষ্ঠানে বিভিন্ন ইউনিয়নের কৃষক কৃষাণী, উপসহকারী কৃষি কর্মকর্তা ও সাংবাদিকবৃন্দ উপস্থিত ছিলেন। xyxy=(750,809,944,1040)
row-number: ১০. xyxy=(963,1242,1011,1263)
pullquote-text: কাল বৈশাখী xyxy=(55,1473,187,1505)
row-total: ১১৮৬ জোড়া xyxy=(1395,1324,1464,1344)
row-total: ৫৯৩টি xyxy=(1395,1181,1464,1201)
row-item: কার্য সম্পাদনের তারিখ xyxy=(1002,939,1193,959)
schedule-b-row xyxy=(963,1263,1464,1283)
row-number: ০৪. xyxy=(963,490,1002,525)
row-number: ৩. xyxy=(963,1085,1011,1120)
schedule-a-row xyxy=(963,470,1464,490)
condition-item: ২১। দাখিলকৃত দরপত্রের ব্যাপারে টেন্ডার মূল্যায়ন কমিটির সিদ্ধান্তই চূড়ান্ত বলে বিবেচিত হবে। xyxy=(962,2094,1282,2105)
row-number: ১৩. xyxy=(963,1303,1011,1324)
human-chain-banner: মানববন্ধন xyxy=(225,1802,411,1841)
row-item: দরপত্র সিডিউল বিক্রয়ের শেষ: তারিখ ও সময় xyxy=(1002,580,1193,600)
row-item: জামানতের অর্থ xyxy=(1002,889,1193,939)
schedule-b-row xyxy=(963,1120,1464,1140)
subhead-rule xyxy=(793,1990,945,1993)
row-split: ৫৯৩X১ xyxy=(1306,1303,1395,1324)
paper-tagline: জনগণের মুখপত্র xyxy=(89,71,129,78)
shibganj-up-byline: শিবগঞ্জ (বগুড়া) প্রতিনিধি : xyxy=(420,2037,541,2048)
row-split: ৫৬৫X১ xyxy=(1306,1161,1395,1181)
row-detail: ২০২৫-২০২৬অর্থবছরে গ্রাম পুলিশদের (দফাদার ও মহল্লাদার) পোশাক ও অন্যান্য সরঞ্জামাদি সরবরাহ। xyxy=(1193,490,1464,525)
issue-date xyxy=(1238,73,1424,120)
schedule-b-row xyxy=(963,1161,1464,1181)
row-number: ০১. xyxy=(963,429,1002,449)
shibganj-up-body xyxy=(420,2035,576,2357)
row-total: ৫৯৩ জোড়া xyxy=(1395,1303,1464,1324)
row-item: ক্রয় পদ্ধতি xyxy=(1002,525,1193,545)
row-detail: ১। বিভাগীয় কমিশনারের কার্যালয়, ঢাকা বিভাগ, ঢাকা ২। জেলা প্রশাসকের কার্যালয়, শরীয়তপুর xyxy=(1193,670,1464,705)
schedule-b-row xyxy=(963,1283,1464,1303)
schedule-a-row xyxy=(963,621,1464,670)
row-detail: জেলা প্রশাসকের কার্যালয়, শরীয়তপুর xyxy=(1193,449,1464,470)
human-chain-caption: পাবনার সুজানগরের মথুরাপুর উচ্চ বিদ্যালয়ের দুই শিক্ষকের মুক্তির দাবিতে মানববন্ধন কর্মসূচি পালন করে শিক্ষার্থীরা xyxy=(55,1944,454,1954)
lead-body-text: নওগাঁর রাণীনগর এবং আত্রাই উপজেলায় গতকালভোরে বয়ে যাওয়া কালবৈশাখী ঝড়ে নুয়ে পরেছে হাজার হাজার হেক্টর জমির পাকা ধান। এছাড়া ঝড়ে বিদ্যুৎ লাইনের ব্যাপক ক্ষতিসহ ভেঙে পরেছে অসংখ্য গাছপালা। উড়ে গেছে ঘর বাড়ির চালা। তবে মিরাট গ্রামের কৃষক হামিদুল ইসলাম বলেন, ধান নুয়ে পরার কারণে একদিকে যেমন কাটা-মাড়াইয়ের খরচ বেড়ে যাবে অন্য দিকে আর একটু ভারি বৃষ্টি হলে নুয়ে পরা ধান পানির নিচে তলে যাবে। এতে ধানে নতুন করে গাছ গজালে চরম ক্ষতি হবে। নওগাঁ পল্লীবিদ্যুৎ সমিতি-১ এর রাণীনগর জোনাল অফিসের ডেপুটি জেনারেল ম্যানেজার (ডিজিএম) আবু হাসান বলেন, xyxy=(55,819,274,1025)
col-header: প্রাপ্যতার বিভাজন xyxy=(1306,1010,1395,1030)
row-total: ৫৯৩টি xyxy=(1395,1344,1464,1364)
shibganj-body2: জানা গেছে, রোববার রাতে কাল বৈশাখী ঝরে উপজেলার বালা সরকারি বিদ্যালয়ের টিনের ছাদে গাছ পড়ে দুমড়ে মুচড়ে ব্যাপক ক্ষয়ক্ষতি হয়েছে। এদিকে কাল বৈশাখী ঝরে উপজেলার দেউলী ইউনিয়নের বসতবাড়ি শিবগঞ্জ ইউনিয়নের উথলী, নারায়নপুর, ধোন্দাকোলা, রথবাড়ী এলাকায় কলাগাছ, বোরোধান, ভুট্টাক্ষেত ও সাথী ফসলের ক্ষয়ক্ষতি হয়েছে। xyxy=(55,1387,411,1464)
row-item: দরপত্র আহবানকারী প্রতিষ্ঠান xyxy=(1002,449,1193,470)
lead-photo-farmers-harvesting xyxy=(55,144,742,564)
row-number: ১৪. xyxy=(963,939,1002,959)
schedule-b-row xyxy=(963,1405,1464,1425)
row-item: ক্রয়কারী xyxy=(1002,470,1193,490)
side-story-byline: নিয়ামতপুর (নওগাঁ) প্রতিনিধি : xyxy=(750,250,903,262)
office-name: জেলা প্রশাসকের কার্যালয় xyxy=(1170,191,1282,203)
sujanagar-headline-line1: সুজানগরে দুই শিক্ষকের মুক্তির xyxy=(90,1961,376,2037)
side-story-kicker: এক পরিবারের ৪ হত্যাকান্ড xyxy=(771,142,923,159)
row-number: ০৮. xyxy=(963,600,1002,621)
condition-item: ২২। কোন প্রকার কারণ দর্শানো ব্যতিরেকে কর্তৃপক্ষ যে কোন দরপত্র গ্রহণ/বাতিল ও দরপত্রের শর্ত পরিবর্তন করার ক্ষমতা সংরক্ষণ করেন। xyxy=(962,2110,1423,2120)
sujanagar-body xyxy=(55,2120,411,2408)
sun-icon xyxy=(203,66,237,85)
lead-byline: মো. ওহেদুল ইসলাম মিলন, রাণীনগর (নওগাঁ) : xyxy=(55,803,274,816)
row-item: দরপত্র দাতার যোগ্যতা xyxy=(1002,739,1193,889)
row-total: ৫৯৩টি xyxy=(1395,1283,1464,1303)
schedule-b-row xyxy=(963,1222,1464,1242)
row-number: ১১. xyxy=(963,705,1002,739)
adamdighi-body xyxy=(585,1763,945,1931)
row-detail: জেলা প্রশাসক, শরীয়তপুর xyxy=(1193,470,1464,490)
col-header: ক্র: নং xyxy=(963,409,1002,429)
human-chain-credit: -ভোরেরদর্পণ xyxy=(535,1944,581,1954)
condition-item: ১৩। দরপত্রে উল্লিখিত পোশাক ও সরঞ্জামাদির পরিমাণ দরপত্র বিজ্ঞপ্তিতে বর্ণিত পরিমাণের কম বা বেশি অথবা যে কোন পরিবর্তন হতে পারে। তাতে ঠিকাদার কোন আপত্তি করতে পারবেন না এবং তিনি গৃহীত মূল্যে নির্দিষ্ট সংখ্যক পোশাক ও সরঞ্জামাদি সরবরাহ করতে বাধ্য থাকবেন। কোন আইটেম সম্পূর্ণ বা আংশিক বাদ দিলেও ঠিকাদার কোন প্রকার আপত্তি করতে পারবেন না। xyxy=(962,1870,1461,1908)
row-number: ২. xyxy=(963,1065,1011,1085)
adamdighi-headline-line2: ব্যবসায় ধস xyxy=(688,1718,842,1758)
row-item: কটি (১টি করে) xyxy=(1011,1242,1306,1263)
dairy-body xyxy=(415,1555,945,1662)
row-number: ৪. xyxy=(963,1120,1011,1140)
schedule-b-row xyxy=(963,1364,1464,1385)
pullquote-rule xyxy=(55,1519,199,1522)
row-number: ৫. xyxy=(963,1140,1011,1161)
row-total: ৫৬৫ টি xyxy=(1395,1161,1464,1181)
row-item: দরপত্র বিক্রয়কারী অফিসের নাম: ও ঠিকানা xyxy=(1002,670,1193,705)
lead-body-col3: বলেন, তার রোপণকৃত ২০বিঘা জমির সবগুলো ধান ঝড়ে নুয়ে পড়েছে। আত্রাই পল্লীবিদ্যুৎ অফিসের ডিজিএম জানান, সোমবার ভোরে কালবৈশাখী ঝড়ে উপজেলার সাহেবগঞ্জ, বান্দাইখাড়া ও পতিসর এলাকায় অন্তত ৬টি খুঁটি ভেঙে গেছে। এছাড়া আরো শতাধিক স্থানে গাছ ভেঙে উপরে পরেছে। আত্রাই উপজেলা কৃষি অফিসার জানান, তবে দ্রুত বিদ্যুৎ সংযোগ দেওয়ার চেষ্টা চলছে। উপজেলায় সরেজমিনে পরিদর্শন করে ক্ষতির বিষয়টি যাচাই করে দেখা হচ্ছে। xyxy=(513,803,738,945)
row-item: বেতের লাঠি (১টি করে) xyxy=(1011,1425,1306,1446)
row-number: ১৭. xyxy=(963,1385,1011,1405)
govt-emblem-icon xyxy=(962,169,1039,245)
condition-item: ১৬। দরপত্র সংক্রান্ত বিস্তারিত শর্তাবলী জেলা প্রশাসকের কার্যালয় (স্থানীয় সরকার শাখা) হতে জানা যাবে। xyxy=(962,1968,1321,1978)
signatory-title: জেলা প্রশাসক xyxy=(1289,2199,1347,2212)
schedule-b-row xyxy=(963,1303,1464,1324)
shibganj-headline xyxy=(55,1196,411,1318)
row-item: জ্যাকেট (নারী ও পুরুষ) (১টি করে) xyxy=(1011,1140,1306,1161)
masthead-photo-strip-right xyxy=(903,58,1178,136)
shibganj-headline-line2: ফসলের ব্যাপক ক্ষয়ক্ষতি xyxy=(71,1277,395,1317)
row-number: ০২. xyxy=(963,449,1002,470)
row-number: ০৯. xyxy=(963,621,1002,670)
schedule-b-row xyxy=(963,1344,1464,1364)
sujanagar-story xyxy=(55,1960,411,2408)
schedule-a-table xyxy=(962,409,1464,980)
